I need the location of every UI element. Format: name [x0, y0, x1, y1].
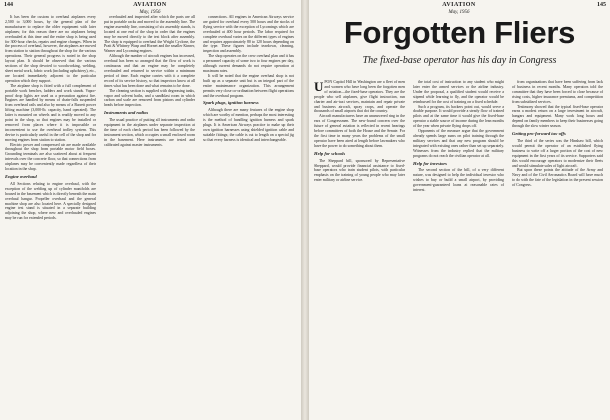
paragraph: The shop operates on the crew overhaul plan and it has a personnel capacity of some two to four engines per day, although current demands do not require operation at maximum rates.	[203, 54, 294, 73]
paragraph: The second section of the bill, of a very different nature, was designed to help the individual investor who wishes to buy or build a small airport, by providing government-guaranteed loans at reasonable rates of interest.	[413, 168, 504, 193]
drop-cap: U	[314, 80, 324, 94]
paragraph: The usual practice of putting all instruments and radio equipment in the airplanes under separate inspection at the time of each check period has been followed by the instrument section, which occupies a small enclosed room in the basement. Here instruments are tested and calibrated against master instruments.	[104, 118, 195, 147]
paragraph: But upon these points the attitude of the Army and Navy and of the Civil Aeronautics Board will have much to do with the fate of the legislation in the present session of Congress.	[512, 168, 603, 188]
paragraph: PON Capitol Hill in Washington are a fleet of men and women who have long been the forgotten men of aviation—the fixed-base operators. They are the people who sell airplanes, give flight instruction, run charter and air-taxi services, maintain and repair private and business aircraft, spray crops, and operate the thousands of small airports that dot the country.	[314, 80, 405, 114]
subhead: Getting pro-forward tax-offs	[512, 131, 566, 137]
subhead: Help for schools	[314, 150, 346, 156]
paragraph: It has been the custom to overhaul airplanes every 2,500 to 3,000 hours, by the general plan of the manufacturer to replace the older equipment with later airplanes; for this reason there are no airplanes being overhauled at this time and the entire shop is being used for 300-hour checks, repairs and engine changes. When in the process of overhaul, however, the airplanes are moved from station to station throughout the shop for the various operations. Their general progress is noted in the shop layout plan. It should be observed that the various sections of the shop devoted to woodworking, welding, sheet metal work, fabric work (including upholstery), etc., are located immediately adjacent to the particular operation which they support.	[5, 15, 96, 83]
right-column-1	[314, 80, 405, 416]
subhead: Spark plugs, ignition harness	[203, 100, 259, 106]
subhead: Help for investors	[413, 160, 447, 166]
paragraph: Opponents of the measure argue that the government already spends large sums on pilot training through the military services and that any new program should be integrated with existing ones rather than set up separately. Witnesses from the industry replied that the military programs do not reach the civilian operator at all.	[413, 129, 504, 158]
paragraph: overhauled and inspected after which the parts are all put in portable racks and moved to the assembly line. The engine assembly line, consisting of six assembly stands, is located at one end of the shop in order that the engines may be moved directly to the test block after assembly. The shop is equipped to overhaul the Wright Cyclone, the Pratt & Whitney Wasp and Hornet and the smaller Kinner, Warner and Lycoming engines.	[104, 15, 195, 54]
paragraph: Electric power and compressed air are made available throughout the shop from portable motor field boxes. Grounding terminals are also scattered about at frequent intervals over the concrete floor, so that connections from airplanes may be conveniently made regardless of their location in the shop.	[5, 142, 96, 172]
paragraph: The cleaning section is supplied with degreasing tanks, vapor and solvent baths, and a sandblast room in which carbon and scale are removed from pistons and cylinder heads before inspection.	[104, 88, 195, 108]
paragraph: from organizations that have been suffering from lack of business in recent months. Many operators told the committee that they have been forced to close because of rising costs, higher insurance premiums, and competition from subsidized services.	[512, 80, 603, 104]
left-magazine-name: AVIATION	[133, 2, 167, 8]
paragraph: Aircraft manufacturers have an unanswered ring in the ears of Congressmen. The new-found concern over the future of general aviation is reflected in recent hearings before committees of both the House and the Senate. For the first time in many years the problems of the small operator have been aired at length before lawmakers who have the power to do something about them.	[314, 114, 405, 148]
right-page	[309, 0, 610, 420]
left-page	[0, 0, 301, 420]
paragraph: It will be noted that the engine overhaul shop is not built up as a separate unit but is an integral part of the entire maintenance organization. This arrangement permits very close co-ordination between flight operations and the overhaul program.	[203, 73, 294, 98]
left-column-2	[104, 15, 195, 417]
article-deck: The fixed-base operator has his day in Congress	[362, 55, 557, 66]
right-column-3	[512, 80, 603, 416]
paragraph: the total cost of instruction to any student who might later enter the armed services or the airline industry. Under the proposal, a qualified student would receive a stipend while learning to fly, and the operator would be reimbursed for the cost of training on a fixed schedule.	[413, 80, 504, 104]
paragraph: The airplane shop is fitted with a full complement of portable work benches, ladders and work stands. Vapor-proof drop lights are used as a precaution against fire. Engines are handled by means of chain-falls suspended from overhead rails and also by means of a Barrett power lifting machine (3,000-lb. capacity, hand operated). The latter is mounted on wheels and is readily moved to any point in the shop, so that engines may be installed or removed from places where it is impossible or inconvenient to use the overhead trolley system. This device is particularly useful in the cell of the shop and for moving engines from station to station.	[5, 83, 96, 142]
right-page-number: 145	[597, 2, 606, 8]
page-gutter	[301, 0, 309, 420]
left-masthead	[110, 2, 190, 16]
article-title: Forgotten Fliers	[343, 15, 576, 50]
paragraph: All Sections relating to engine overhaul, with the exception of the welding up of cylinder manifolds are housed in the basement which is directly beneath the main overhaul hangar. Propeller overhaul and the general machine shop are also located here. A specially designed engine test stand is situated in a separate building adjoining the shop, where new and overhauled engines may be run for extended periods.	[5, 181, 96, 221]
paragraph: Although the number of aircraft engines has increased, overhaul has been so arranged that the flow of work is continuous and that an engine may be completely overhauled and returned to service within a minimum period of time. Each engine carries with it a complete record of its service history, so that inspectors know at all times what has been done and what remains to be done.	[104, 54, 195, 88]
left-column-3	[203, 15, 294, 417]
paragraph: Although there are many features of the engine shop which are worthy of mention, perhaps the most interesting is the method of handling ignition harness and spark plugs. It is American Airways practice to make up their own ignition harnesses using shielded ignition cable and suitable fittings; the cable is cut to length on a special jig so that every harness is identical and interchangeable.	[203, 108, 294, 142]
left-page-number: 144	[4, 2, 13, 8]
paragraph: Testimony showed that the typical fixed-base operator earns a modest return on a large investment in aircraft, hangars and equipment. Many work long hours and depend on family members to keep their businesses going through the slow winter season.	[512, 104, 603, 129]
paragraph: The Sheppard bill, sponsored by Representative Sheppard, would provide financial assistance to fixed-base operators who train student pilots, with particular emphasis on the training of young people who may later enter military or airline service.	[314, 158, 405, 183]
right-column-2	[413, 80, 504, 416]
paragraph: The third of the series was the Hinshaw bill, which would permit the operator of an established flying business to write off a larger portion of the cost of new equipment in the first years of its service. Supporters said this would encourage operators to modernize their fleets and would stimulate sales of light aircraft.	[512, 138, 603, 168]
subhead: Instruments and radios	[104, 110, 149, 116]
paragraph: connections. All engines in American Airways service are gutted for overhaul every 500 hours and the stocks of flying service with the exception of Lycomings which are overhauled at 400 hour periods. The labor required for complete overhaul varies on the different types of engines and requires approximately 80 to 120 hours depending on the type. These figures include teardown, cleaning, inspection and assembly.	[203, 15, 294, 54]
left-issue-date: May, 1956	[139, 10, 161, 15]
right-issue-date: May, 1956	[448, 10, 470, 15]
left-column-1	[5, 15, 96, 417]
right-masthead	[419, 2, 499, 16]
right-magazine-name: AVIATION	[442, 2, 476, 8]
subhead: Engine overhaul	[5, 174, 37, 179]
paragraph: Such a program, its backers point out, would serve a double purpose. It would provide a steady flow of trained pilots and at the same time it would give the fixed-base operator a stable source of income during the lean months of the year when private flying drops off.	[413, 104, 504, 129]
